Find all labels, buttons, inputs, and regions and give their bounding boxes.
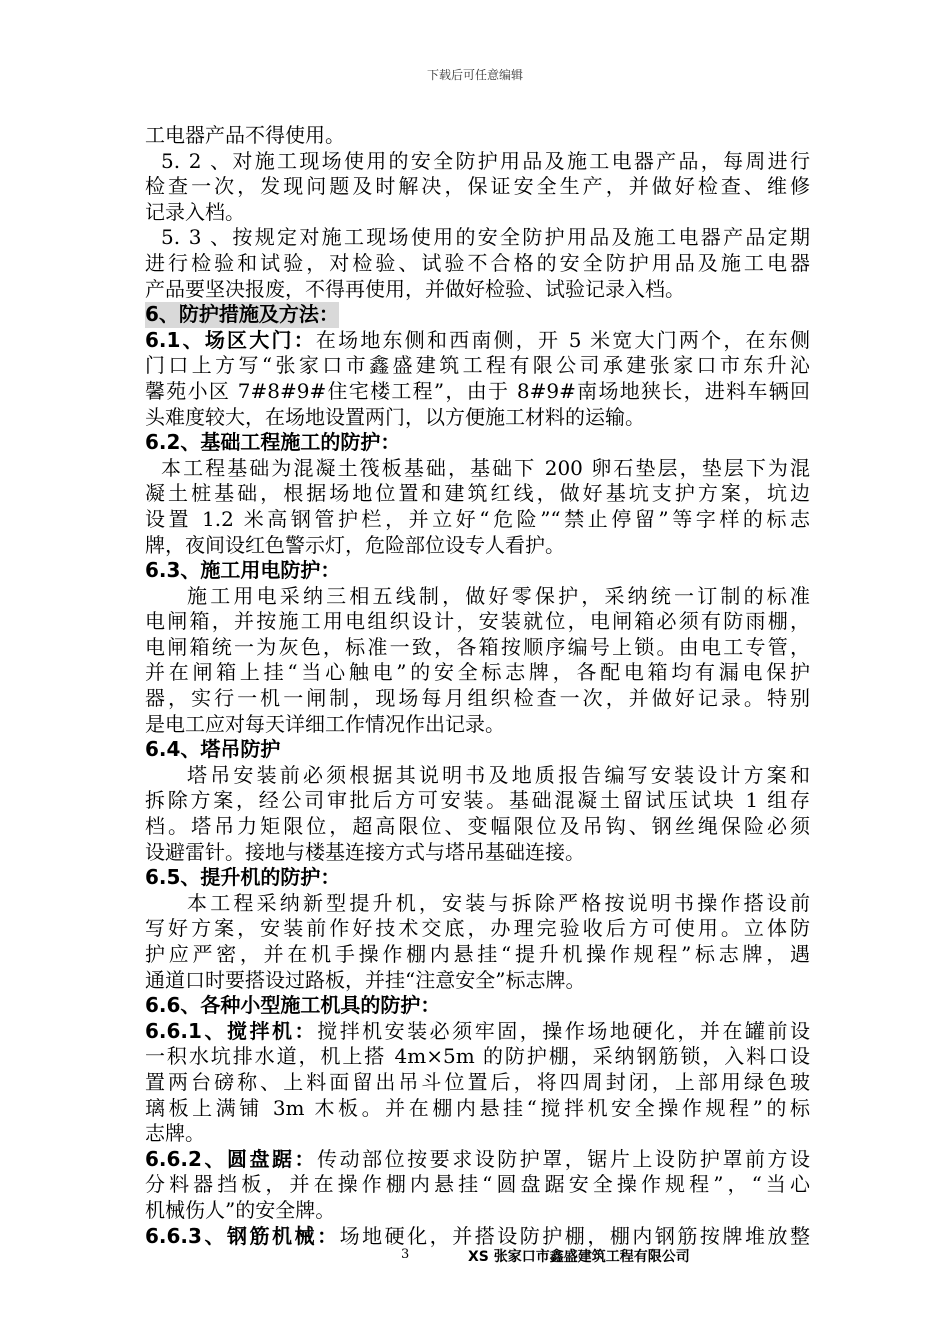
line-text: 检查一次，发现问题及时解决，保证安全生产，并做好检查、维修 xyxy=(145,174,810,199)
heading-label: 6、防护措施及方法： xyxy=(145,302,339,327)
line-text: 5. 3 、按规定对施工现场使用的安全防护用品及施工电器产品定期 xyxy=(161,225,810,250)
text-line xyxy=(145,660,810,686)
text-line xyxy=(145,686,810,712)
text-line xyxy=(145,149,810,175)
line-text: 馨苑小区 7#8#9#住宅楼工程”，由于 8#9#南场地狭长，进料车辆回 xyxy=(145,378,810,403)
text-line xyxy=(145,174,810,200)
line-text: 在场地东侧和西南侧，开 5 米宽大门两个，在东侧 xyxy=(315,327,810,352)
line-text: 一积水坑排水道，机上搭 4m×5m 的防护棚，采纳钢筋锁，入料口设 xyxy=(145,1044,810,1069)
text-line xyxy=(145,123,810,149)
heading-label: 6.6.3、钢筋机械： xyxy=(145,1223,340,1248)
heading-label: 6.1、场区大门： xyxy=(145,327,316,352)
line-text: 档。塔吊力矩限位，超高限位、变幅限位及吊钩、钢丝绳保险必须 xyxy=(145,814,810,839)
line-text: 传动部位按要求设防护罩，锯片上设防护罩前方设 xyxy=(317,1146,811,1171)
line-text: 并在闸箱上挂“当心触电”的安全标志牌，各配电箱均有漏电保护 xyxy=(145,660,810,685)
heading-label: 6.6、各种小型施工机具的防护： xyxy=(145,993,441,1018)
line-text: 进行检验和试验，对检验、试验不合格的安全防护用品及施工电器 xyxy=(145,250,810,275)
text-line xyxy=(145,916,810,942)
line-text: 设避雷针。接地与楼基连接方式与塔吊基础连接。 xyxy=(145,839,585,864)
text-line xyxy=(145,712,810,738)
text-line xyxy=(145,788,810,814)
text-line xyxy=(145,277,810,303)
heading-label: 6.4、塔吊防护 xyxy=(145,737,281,762)
text-line xyxy=(145,635,810,661)
section-heading xyxy=(145,865,810,891)
company-name: XS 张家口市鑫盛建筑工程有限公司 xyxy=(468,1249,690,1265)
text-line xyxy=(145,1044,810,1070)
line-text: 拆除方案，经公司审批后方可安装。基础混凝土留试压试块 1 组存 xyxy=(145,788,810,813)
line-text: 塔吊安装前必须根据其说明书及地质报告编写安装设计方案和 xyxy=(187,762,810,787)
text-line xyxy=(145,763,810,789)
heading-label: 6.6.2、圆盘踞： xyxy=(145,1146,318,1171)
text-line xyxy=(145,251,810,277)
text-line xyxy=(145,200,810,226)
text-line xyxy=(145,891,810,917)
text-line xyxy=(145,1019,810,1045)
text-line xyxy=(145,840,810,866)
heading-label: 6.2、基础工程施工的防护： xyxy=(145,430,401,455)
page-number: 3 xyxy=(401,1247,410,1262)
text-line xyxy=(145,814,810,840)
section-heading xyxy=(145,737,810,763)
line-text: 搅拌机安装必须牢固，操作场地硬化，并在罐前设 xyxy=(317,1018,811,1043)
section-heading xyxy=(145,430,810,456)
line-text: 本工程采纳新型提升机，安装与拆除严格按说明书操作搭设前 xyxy=(187,890,810,915)
text-line xyxy=(145,225,810,251)
line-text: 置两台磅称、上料面留出吊斗位置后，将四周封闭，上部用绿色玻 xyxy=(145,1069,810,1094)
text-line xyxy=(145,1147,810,1173)
heading-label: 6.5、提升机的防护： xyxy=(145,865,341,890)
section-heading xyxy=(145,993,810,1019)
line-text: 电闸箱统一为灰色，标准一致，各箱按顺序编号上锁。由电工专管， xyxy=(145,634,810,659)
section-heading xyxy=(145,302,810,328)
line-text: 记录入档。 xyxy=(145,199,245,224)
line-text: 凝土桩基础，根据场地位置和建筑红线，做好基坑支护方案，坑边 xyxy=(145,481,810,506)
text-line xyxy=(145,481,810,507)
line-text: 是电工应对每天详细工作情况作出记录。 xyxy=(145,711,505,736)
line-text: 璃板上满铺 3m 木板。并在棚内悬挂“搅拌机安全操作规程”的标 xyxy=(145,1095,810,1120)
text-line xyxy=(145,1070,810,1096)
line-text: 志牌。 xyxy=(145,1121,205,1146)
line-text: 头难度较大，在场地设置两门，以方便施工材料的运输。 xyxy=(145,404,645,429)
line-text: 工电器产品不得使用。 xyxy=(145,123,345,147)
line-text: 5. 2 、对施工现场使用的安全防护用品及施工电器产品，每周进行 xyxy=(161,148,810,173)
text-line xyxy=(145,968,810,994)
line-text: 设置 1.2 米高钢管护栏，并立好“危险”“禁止停留”等字样的标志 xyxy=(145,506,810,531)
line-text: 写好方案，安装前作好技术交底，办理完验收后方可使用。立体防 xyxy=(145,916,810,941)
heading-label: 6.6.1、搅拌机： xyxy=(145,1018,318,1043)
line-text: 产品要坚决报废，不得再使用，并做好检验、试验记录入档。 xyxy=(145,276,685,301)
line-text: 护应严密，并在机手操作棚内悬挂“提升机操作规程”标志牌，遇 xyxy=(145,942,810,966)
line-text: 牌，夜间设红色警示灯，危险部位设专人看护。 xyxy=(145,532,565,557)
document-body xyxy=(145,123,810,1249)
text-line xyxy=(145,1096,810,1122)
section-heading xyxy=(145,558,810,584)
line-text: 施工用电采纳三相五线制，做好零保护，采纳统一订制的标准 xyxy=(187,583,810,608)
line-text: 场地硬化，并搭设防护棚，棚内钢筋按牌堆放整 xyxy=(339,1223,810,1248)
text-line xyxy=(145,942,810,968)
line-text: 器，实行一机一闸制，现场每月组织检查一次，并做好记录。特别 xyxy=(145,686,810,711)
text-line xyxy=(145,1121,810,1147)
text-line xyxy=(145,584,810,610)
text-line xyxy=(145,456,810,482)
heading-label: 6.3、施工用电防护： xyxy=(145,558,341,583)
line-text: 机械伤人”的安全牌。 xyxy=(145,1197,336,1222)
text-line xyxy=(145,609,810,635)
line-text: 门口上方写“张家口市鑫盛建筑工程有限公司承建张家口市东升沁 xyxy=(145,353,810,378)
line-text: 电闸箱，并按施工用电组织设计，安装就位，电闸箱必须有防雨棚， xyxy=(145,609,810,634)
text-line xyxy=(145,1172,810,1198)
line-text: 通道口时要搭设过路板，并挂“注意安全”标志牌。 xyxy=(145,967,586,992)
text-line xyxy=(145,379,810,405)
line-text: 本工程基础为混凝土筏板基础，基础下 200 卵石垫层，垫层下为混 xyxy=(161,455,810,480)
text-line xyxy=(145,328,810,354)
page-header: 下载后可任意编辑 xyxy=(426,68,523,82)
text-line xyxy=(145,353,810,379)
text-line xyxy=(145,1198,810,1224)
text-line xyxy=(145,507,810,533)
text-line xyxy=(145,405,810,431)
text-line xyxy=(145,533,810,559)
line-text: 分料器挡板，并在操作棚内悬挂“圆盘踞安全操作规程”，“当心 xyxy=(145,1172,810,1197)
